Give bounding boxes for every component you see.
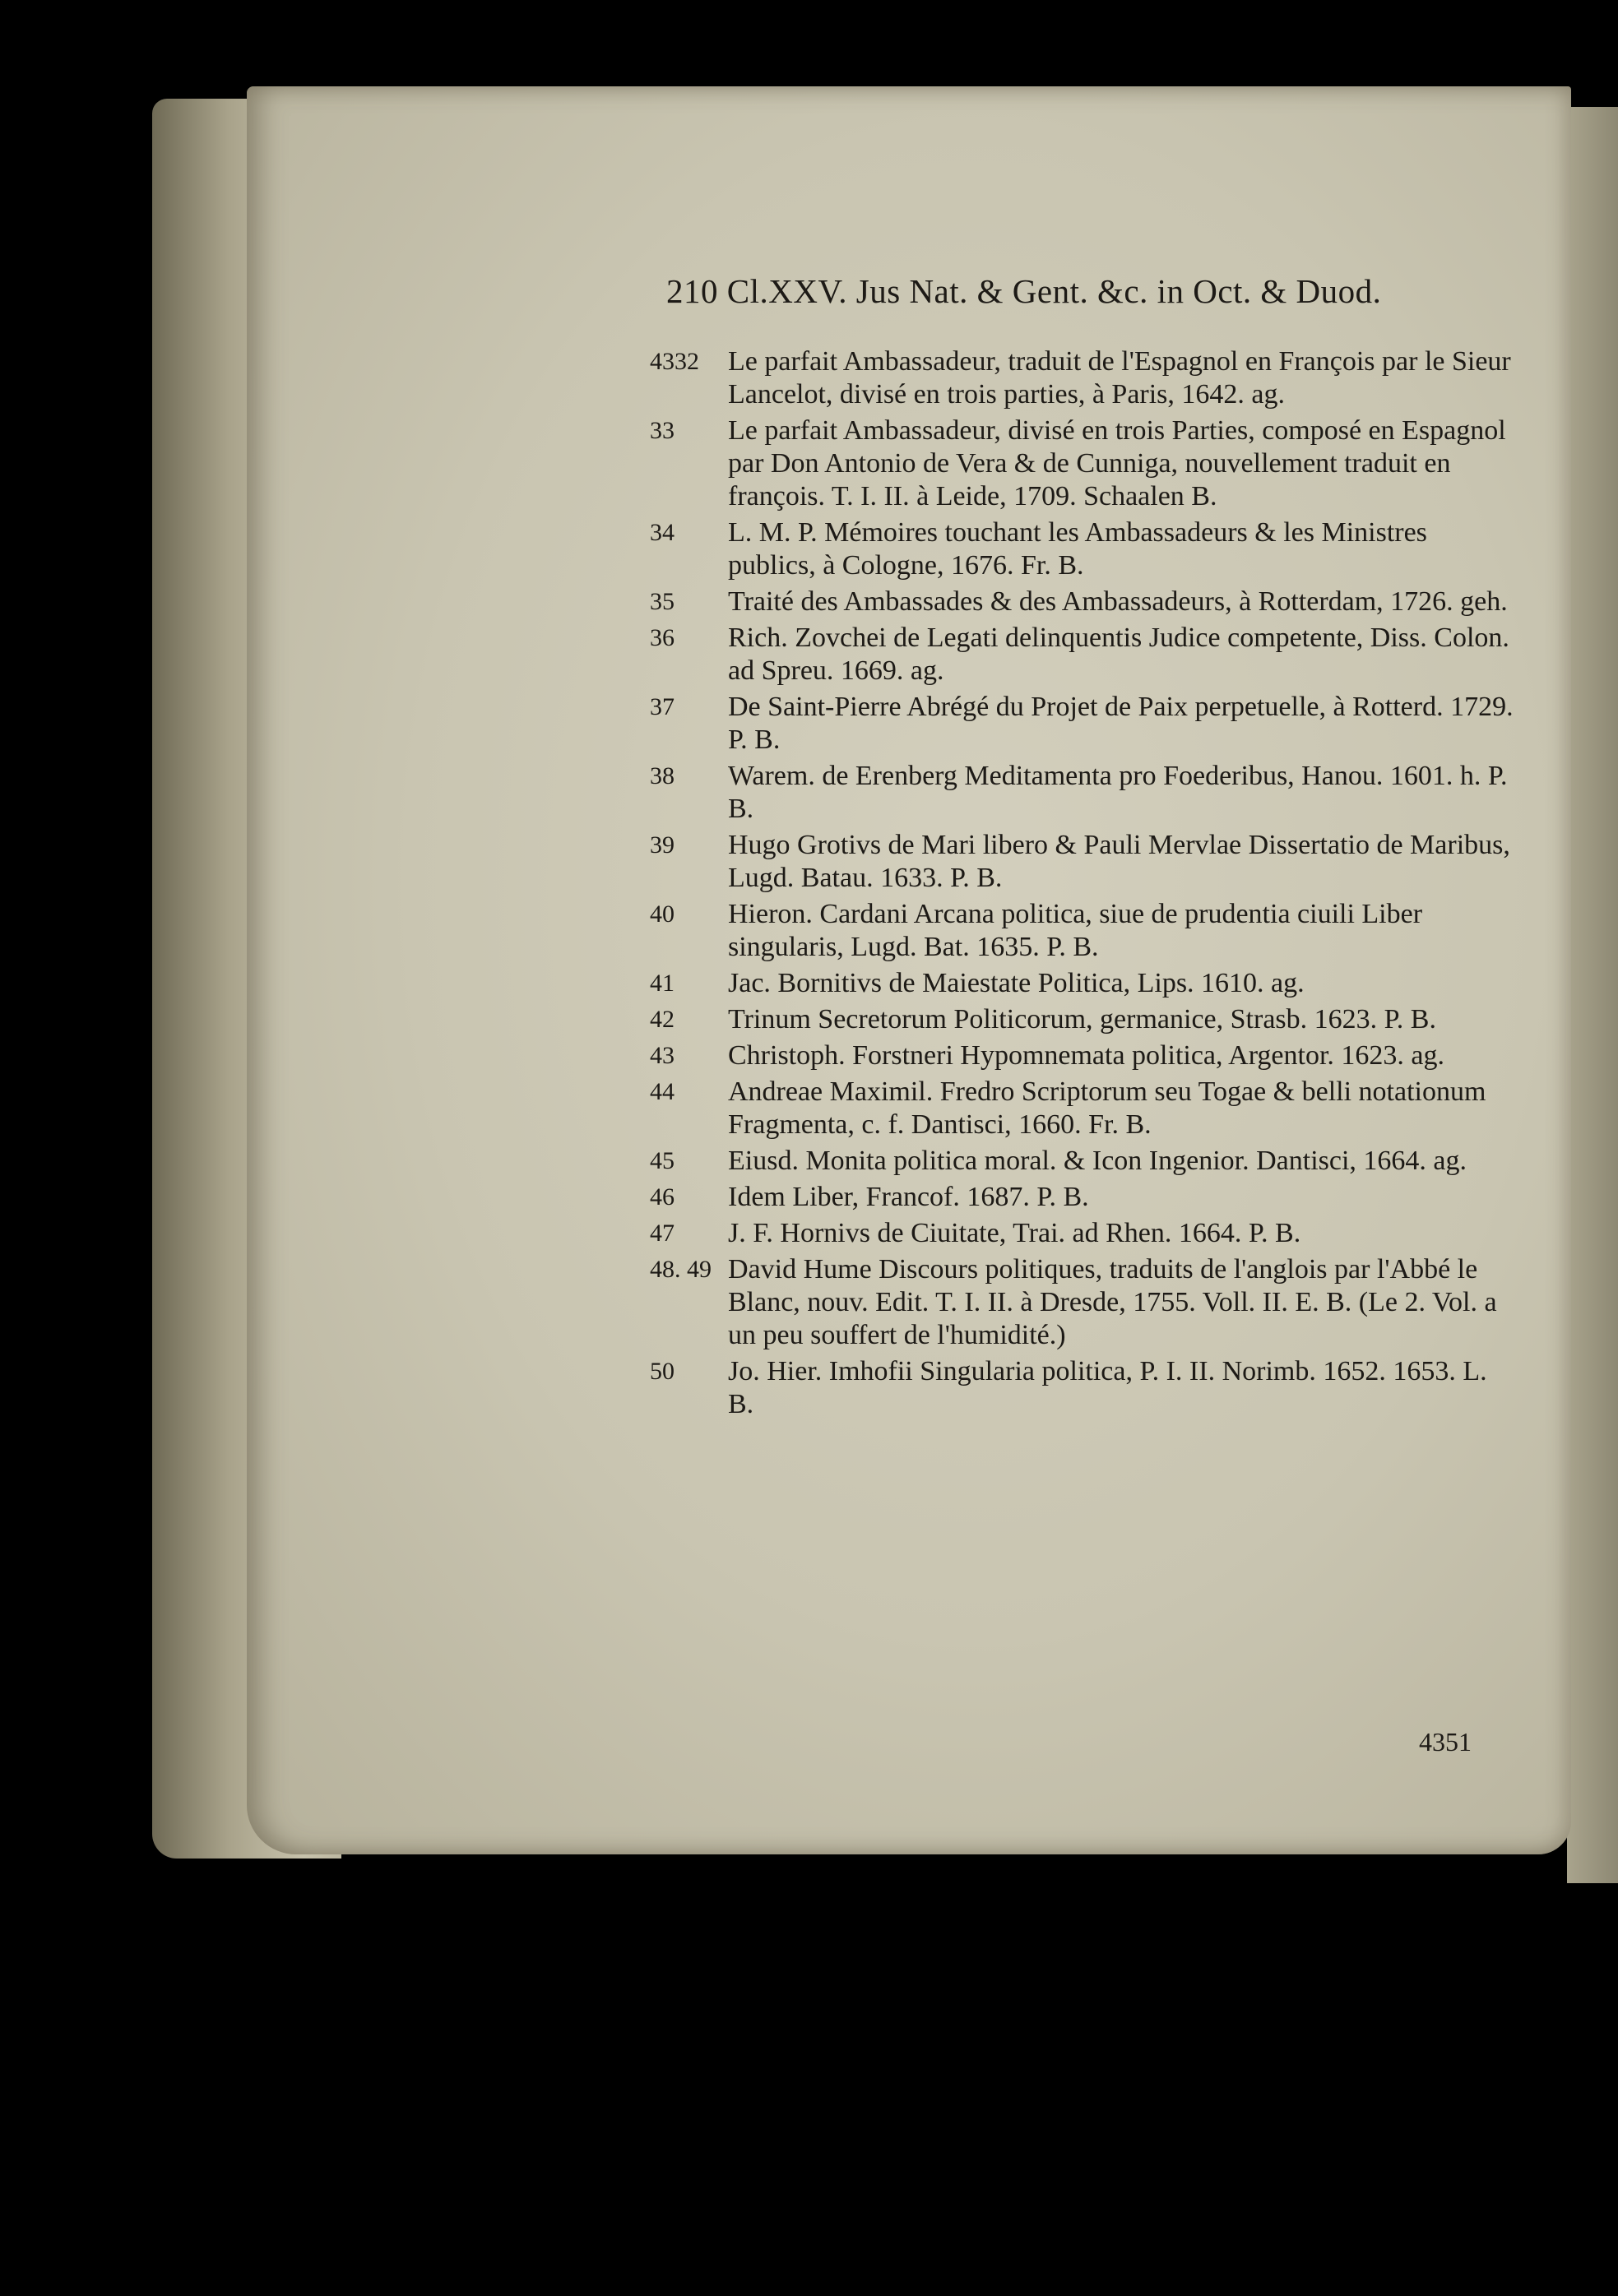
entry-number: 41 <box>650 970 675 997</box>
catalogue-entry <box>650 516 1514 582</box>
entry-text: J. F. Hornivs de Ciuitate, Trai. ad Rhen. 1664. P. B. <box>728 1218 1301 1248</box>
entry-text: Le parfait Ambassadeur, traduit de l'Espagnol en François par le Sieur Lancelot, divisé en trois parties, à Paris, 1642. ag. <box>728 346 1511 410</box>
entry-number: 46 <box>650 1183 675 1210</box>
catalogue-entry <box>650 1145 1514 1178</box>
entry-number: 48. 49 <box>650 1256 712 1283</box>
entry-number: 38 <box>650 762 675 789</box>
catalogue-entry <box>650 1003 1514 1036</box>
entry-text: Idem Liber, Francof. 1687. P. B. <box>728 1182 1089 1212</box>
entry-text: Eiusd. Monita politica moral. & Icon Ingenior. Dantisci, 1664. ag. <box>728 1146 1467 1176</box>
entry-number: 33 <box>650 417 675 444</box>
catalogue-entry <box>650 829 1514 895</box>
page-signature: 4351 <box>1419 1727 1472 1757</box>
entry-text: Le parfait Ambassadeur, divisé en trois Parties, composé en Espagnol par Don Antonio de Vera & de Cunniga, nouvellement traduit en françois. T. I. II. à Leide, 1709. Schaalen B. <box>728 415 1506 512</box>
entry-text: Hieron. Cardani Arcana politica, siue de prudentia ciuili Liber singularis, Lugd. Bat. 1635. P. B. <box>728 899 1423 962</box>
entry-text: Andreae Maximil. Fredro Scriptorum seu Togae & belli notationum Fragmenta, c. f. Dantisci, 1660. Fr. B. <box>728 1076 1486 1140</box>
entry-number: 50 <box>650 1358 675 1385</box>
entry-text: Hugo Grotivs de Mari libero & Pauli Mervlae Dissertatio de Maribus, Lugd. Batau. 1633. P. B. <box>728 830 1510 893</box>
adjacent-page-edge <box>1567 107 1618 1883</box>
entry-number: 44 <box>650 1078 675 1105</box>
entry-text: Rich. Zovchei de Legati delinquentis Judice competente, Diss. Colon. ad Spreu. 1669. ag. <box>728 623 1509 686</box>
entry-text: De Saint-Pierre Abrégé du Projet de Paix perpetuelle, à Rotterd. 1729. P. B. <box>728 692 1514 755</box>
catalogue-entry <box>650 586 1514 618</box>
entry-text: Traité des Ambassades & des Ambassadeurs, à Rotterdam, 1726. geh. <box>728 586 1508 617</box>
catalogue-entry <box>650 414 1514 513</box>
catalogue-entry <box>650 345 1514 411</box>
entry-text: Trinum Secretorum Politicorum, germanice, Strasb. 1623. P. B. <box>728 1004 1436 1035</box>
entry-number: 47 <box>650 1220 675 1247</box>
catalogue-entry <box>650 898 1514 964</box>
entry-number: 40 <box>650 900 675 928</box>
entry-text: L. M. P. Mémoires touchant les Ambassadeurs & les Ministres publics, à Cologne, 1676. Fr. B. <box>728 517 1427 581</box>
catalogue-entry <box>650 691 1514 757</box>
entry-number: 39 <box>650 831 675 859</box>
catalogue-entries <box>650 345 1514 1424</box>
catalogue-entry <box>650 967 1514 1000</box>
entry-number: 37 <box>650 693 675 720</box>
entry-number: 42 <box>650 1006 675 1033</box>
entry-number: 43 <box>650 1042 675 1069</box>
entry-text: David Hume Discours politiques, traduits de l'anglois par l'Abbé le Blanc, nouv. Edit. T. I. II. à Dresde, 1755. Voll. II. E. B. (Le 2. Vol. a un peu souffert de l'humidité.) <box>728 1254 1497 1350</box>
entry-number: 45 <box>650 1147 675 1174</box>
catalogue-entry <box>650 1217 1514 1250</box>
catalogue-entry <box>650 1181 1514 1214</box>
page-header: 210 Cl.XXV. Jus Nat. & Gent. &c. in Oct. & Duod. <box>666 272 1382 310</box>
entry-text: Jo. Hier. Imhofii Singularia politica, P. I. II. Norimb. 1652. 1653. L. B. <box>728 1356 1487 1419</box>
catalogue-entry <box>650 1039 1514 1072</box>
entry-number: 4332 <box>650 348 699 375</box>
catalogue-entry <box>650 622 1514 687</box>
entry-number: 35 <box>650 588 675 615</box>
entry-text: Christoph. Forstneri Hypomnemata politica, Argentor. 1623. ag. <box>728 1040 1444 1071</box>
entry-text: Jac. Bornitivs de Maiestate Politica, Lips. 1610. ag. <box>728 968 1305 998</box>
catalogue-entry <box>650 1076 1514 1141</box>
entry-text: Warem. de Erenberg Meditamenta pro Foederibus, Hanou. 1601. h. P. B. <box>728 761 1508 824</box>
catalogue-entry <box>650 760 1514 826</box>
catalogue-entry <box>650 1355 1514 1421</box>
entry-number: 36 <box>650 624 675 651</box>
entry-number: 34 <box>650 519 675 546</box>
catalogue-entry <box>650 1253 1514 1352</box>
